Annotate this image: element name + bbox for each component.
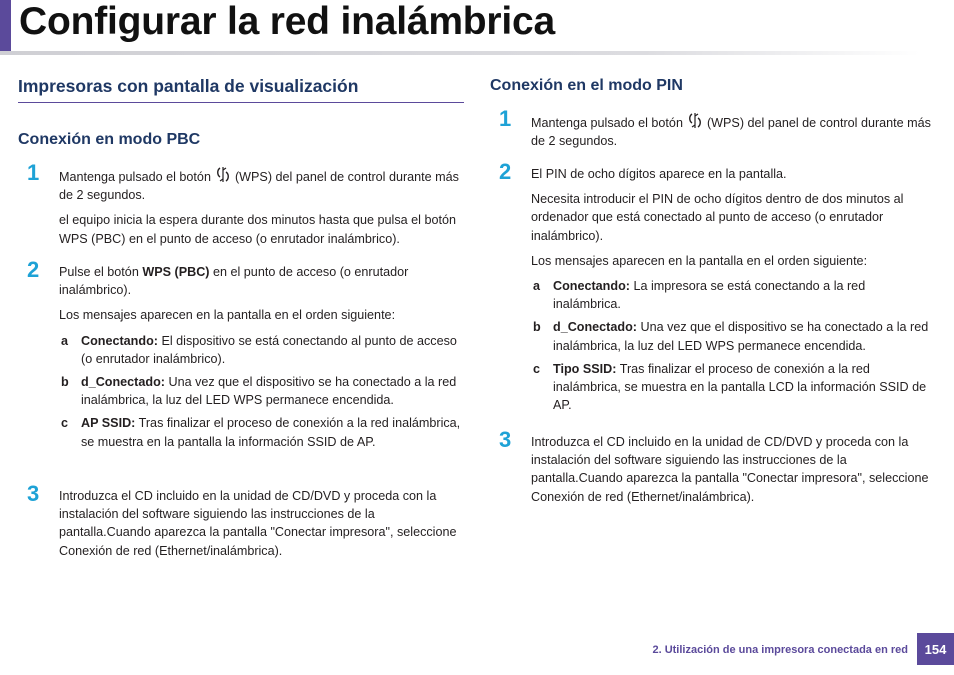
message-item: a Conectando: La impresora se está conectando a la red inalámbrica. (533, 279, 866, 312)
step-intro: Los mensajes aparecen en la pantalla en el orden siguiente: (531, 253, 868, 268)
step-number: 3 (27, 481, 40, 506)
step-number: 2 (27, 257, 40, 282)
title-accent-bar (0, 0, 11, 51)
step-number: 2 (499, 159, 512, 184)
wps-icon (687, 112, 703, 129)
step-detail: Necesita introducir el PIN de ocho dígitos dentro de dos minutos al ordenador que está conectado al punto de acceso (o enrutador inalámbrico). (531, 192, 904, 243)
section-heading: Impresoras con pantalla de visualización (18, 75, 464, 103)
title-divider (0, 51, 920, 55)
page-title: Configurar la red inalámbrica (19, 0, 556, 43)
footer-chapter-link[interactable]: 2. Utilización de una impresora conectada en red (652, 644, 908, 656)
message-item: a Conectando: El dispositivo se está conectando al punto de acceso (o enrutador inalámbrico). (61, 333, 457, 366)
step-detail: el equipo inicia la espera durante dos minutos hasta que pulsa el botón WPS (PBC) en el punto de acceso (o enrutador inalámbrico). (59, 213, 456, 246)
message-item: c AP SSID: Tras finalizar el proceso de conexión a la red inalámbrica, se muestra en la pantalla la información SSID de AP. (61, 416, 461, 449)
message-item: b d_Conectado: Una vez que el dispositivo se ha conectado a la red inalámbrica, la luz del LED WPS permanece encendida. (533, 320, 929, 353)
message-item: b d_Conectado: Una vez que el dispositivo se ha conectado a la red inalámbrica, la luz del LED WPS permanece encendida. (61, 375, 457, 408)
step-text: El PIN de ocho dígitos aparece en la pantalla. (531, 167, 787, 181)
wps-icon (215, 166, 231, 183)
step-text: Mantenga pulsado el botón (WPS) del panel de control durante más de 2 segundos. (59, 166, 464, 204)
step-number: 3 (499, 427, 512, 452)
step-number: 1 (27, 160, 40, 185)
message-item: c Tipo SSID: Tras finalizar el proceso de conexión a la red inalámbrica, se muestra en la pantalla LCD la información SSID de AP. (533, 361, 927, 413)
step-text: Introduzca el CD incluido en la unidad de CD/DVD y proceda con la instalación del software siguiendo las instrucciones de la pantalla.Cuando aparezca la pantalla "Conectar impresora", seleccione Conexión de red (Ethernet/inalámbrica). (531, 435, 929, 504)
step-text: Pulse el botón WPS (PBC) en el punto de acceso (o enrutador inalámbrico). (59, 265, 409, 298)
step-text: Mantenga pulsado el botón (WPS) del panel de control durante más de 2 segundos. (531, 112, 935, 150)
step-number: 1 (499, 106, 512, 131)
step-text: Introduzca el CD incluido en la unidad de CD/DVD y proceda con la instalación del software siguiendo las instrucciones de la pantalla.Cuando aparezca la pantalla "Conectar impresora", seleccione Conexión de red (Ethernet/inalámbrica). (59, 489, 457, 558)
sub-heading-pin: Conexión en el modo PIN (490, 77, 683, 94)
step-intro: Los mensajes aparecen en la pantalla en el orden siguiente: (59, 308, 396, 323)
sub-heading-pbc: Conexión en modo PBC (18, 131, 201, 148)
page-number: 154 (917, 633, 954, 665)
